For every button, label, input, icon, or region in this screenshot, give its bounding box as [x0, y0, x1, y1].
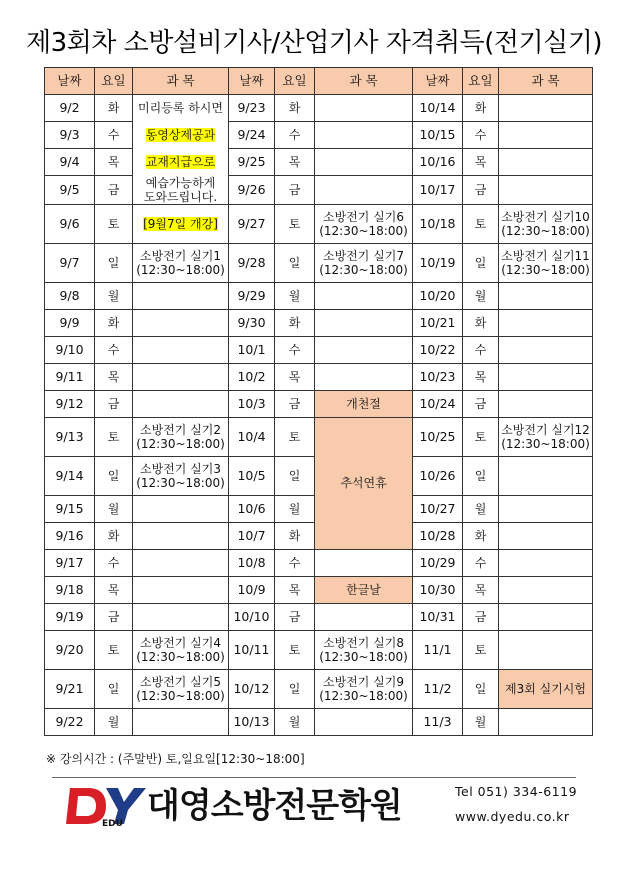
date-cell: 9/4: [45, 149, 95, 176]
weekday-cell: 월: [463, 282, 499, 309]
table-row: [45, 576, 593, 603]
date-cell: 9/18: [45, 576, 95, 603]
subject-cell: [133, 456, 229, 495]
weekday-cell: 수: [95, 336, 133, 363]
course-start-label: [9월7일 개강]: [143, 216, 218, 231]
weekday-cell: 목: [463, 576, 499, 603]
subject-cell: [133, 390, 229, 417]
subject-cell: [499, 390, 593, 417]
holiday-cell: 개천절: [315, 390, 413, 417]
promo-text: 도와드립니다.: [143, 189, 218, 204]
table-row: [45, 149, 593, 176]
weekday-cell: 금: [463, 390, 499, 417]
holiday-label: 추석연휴: [340, 476, 387, 490]
subject-cell: 소방전기 실기6 (12:30~18:00): [315, 204, 413, 243]
subject-cell: [133, 549, 229, 576]
subject-cell: [133, 495, 229, 522]
subject-cell: [499, 122, 593, 149]
weekday-cell: 토: [463, 630, 499, 669]
table-row: [45, 669, 593, 708]
date-cell: 10/21: [413, 309, 463, 336]
subject-cell: [499, 336, 593, 363]
date-cell: 9/13: [45, 417, 95, 456]
weekday-cell: 토: [275, 204, 315, 243]
exam-cell: 제3회 실기시험: [499, 669, 593, 708]
subject-cell: [315, 549, 413, 576]
subject-cell: [499, 708, 593, 735]
website-url: www.dyedu.co.kr: [455, 809, 570, 824]
date-cell: 10/9: [229, 576, 275, 603]
subject-cell: [315, 603, 413, 630]
subject-cell: [499, 522, 593, 549]
date-cell: 10/15: [413, 122, 463, 149]
subject-cell: [315, 176, 413, 205]
date-cell: 9/26: [229, 176, 275, 205]
subject-cell: [499, 603, 593, 630]
subject-cell: [315, 282, 413, 309]
date-cell: 9/14: [45, 456, 95, 495]
subject-cell: [133, 243, 229, 282]
weekday-cell: 일: [95, 456, 133, 495]
lecture-time-note: ※ 강의시간 : (주말반) 토,일요일[12:30~18:00]: [46, 752, 305, 766]
weekday-cell: 금: [463, 603, 499, 630]
date-cell: 10/22: [413, 336, 463, 363]
weekday-cell: 목: [95, 576, 133, 603]
class-session-label: 소방전기 실기2 (12:30~18:00): [136, 422, 225, 451]
date-cell: 10/20: [413, 282, 463, 309]
logo-d-shape: [66, 788, 106, 824]
weekday-cell: 화: [463, 522, 499, 549]
weekday-cell: 화: [463, 95, 499, 122]
date-cell: 10/30: [413, 576, 463, 603]
weekday-cell: 화: [275, 95, 315, 122]
col-header: 과 목: [315, 68, 413, 95]
table-row: [45, 176, 593, 205]
subject-cell: [315, 336, 413, 363]
weekday-cell: 목: [275, 363, 315, 390]
date-cell: 10/26: [413, 456, 463, 495]
weekday-cell: 월: [95, 708, 133, 735]
subject-cell: [133, 309, 229, 336]
date-cell: 10/18: [413, 204, 463, 243]
weekday-cell: 일: [275, 243, 315, 282]
date-cell: 10/24: [413, 390, 463, 417]
date-cell: 9/27: [229, 204, 275, 243]
subject-cell: [133, 708, 229, 735]
weekday-cell: 목: [275, 149, 315, 176]
weekday-cell: 화: [95, 309, 133, 336]
weekday-cell: 목: [463, 149, 499, 176]
date-cell: 10/16: [413, 149, 463, 176]
date-cell: 9/28: [229, 243, 275, 282]
date-cell: 9/7: [45, 243, 95, 282]
weekday-cell: 목: [463, 363, 499, 390]
subject-cell: [499, 495, 593, 522]
schedule-table: [44, 67, 593, 736]
date-cell: 10/29: [413, 549, 463, 576]
subject-cell: [133, 282, 229, 309]
date-cell: 9/2: [45, 95, 95, 122]
date-cell: 10/8: [229, 549, 275, 576]
promo-text: 미리등록 하시면: [138, 101, 223, 116]
academy-name: 대영소방전문학원: [147, 786, 402, 826]
weekday-cell: 월: [275, 495, 315, 522]
subject-cell: 소방전기 실기8 (12:30~18:00): [315, 630, 413, 669]
date-cell: 10/19: [413, 243, 463, 282]
subject-cell: 소방전기 실기7 (12:30~18:00): [315, 243, 413, 282]
subject-cell: 소방전기 실기12 (12:30~18:00): [499, 417, 593, 456]
weekday-cell: 수: [463, 122, 499, 149]
subject-cell: [499, 456, 593, 495]
date-cell: 9/3: [45, 122, 95, 149]
weekday-cell: 금: [95, 390, 133, 417]
class-session-label: 소방전기 실기3 (12:30~18:00): [136, 461, 225, 490]
date-cell: 9/11: [45, 363, 95, 390]
subject-cell: [499, 630, 593, 669]
subject-cell: 소방전기 실기11 (12:30~18:00): [499, 243, 593, 282]
table-row: [45, 603, 593, 630]
subject-cell: [499, 363, 593, 390]
date-cell: 11/3: [413, 708, 463, 735]
weekday-cell: 수: [95, 122, 133, 149]
phone-number: Tel 051) 334-6119: [455, 784, 578, 799]
weekday-cell: 화: [95, 522, 133, 549]
table-row: [45, 417, 593, 456]
date-cell: 9/25: [229, 149, 275, 176]
weekday-cell: 금: [275, 390, 315, 417]
table-row: [45, 390, 593, 417]
weekday-cell: 금: [95, 176, 133, 205]
subject-cell: [133, 204, 229, 243]
date-cell: 9/10: [45, 336, 95, 363]
weekday-cell: 목: [95, 363, 133, 390]
weekday-cell: 수: [463, 336, 499, 363]
col-header: 요일: [95, 68, 133, 95]
promo-text: 교재지급으로: [145, 155, 216, 169]
subject-cell: [315, 363, 413, 390]
date-cell: 10/1: [229, 336, 275, 363]
weekday-cell: 월: [463, 708, 499, 735]
col-header: 요일: [463, 68, 499, 95]
subject-cell: [315, 95, 413, 122]
weekday-cell: 수: [275, 549, 315, 576]
col-header: 과 목: [133, 68, 229, 95]
weekday-cell: 월: [463, 495, 499, 522]
col-header: 요일: [275, 68, 315, 95]
weekday-cell: 금: [95, 603, 133, 630]
subject-cell: [499, 549, 593, 576]
weekday-cell: 화: [463, 309, 499, 336]
date-cell: 9/24: [229, 122, 275, 149]
col-header: 날짜: [45, 68, 95, 95]
date-cell: 10/11: [229, 630, 275, 669]
subject-cell: [315, 149, 413, 176]
table-row: [45, 282, 593, 309]
weekday-cell: 일: [275, 669, 315, 708]
weekday-cell: 수: [275, 122, 315, 149]
weekday-cell: 월: [95, 282, 133, 309]
subject-cell: [315, 309, 413, 336]
table-row: [45, 630, 593, 669]
weekday-cell: 금: [275, 176, 315, 205]
subject-cell: [499, 149, 593, 176]
date-cell: 10/13: [229, 708, 275, 735]
date-cell: 10/10: [229, 603, 275, 630]
subject-cell: [499, 176, 593, 205]
logo-edu-label: EDU: [102, 819, 123, 829]
date-cell: 9/17: [45, 549, 95, 576]
subject-cell: [133, 95, 229, 122]
table-row: [45, 309, 593, 336]
subject-cell: [499, 309, 593, 336]
weekday-cell: 토: [463, 417, 499, 456]
weekday-cell: 토: [275, 417, 315, 456]
subject-cell: [133, 363, 229, 390]
subject-cell: [133, 149, 229, 176]
date-cell: 9/16: [45, 522, 95, 549]
subject-cell: 소방전기 실기9 (12:30~18:00): [315, 669, 413, 708]
date-cell: 9/6: [45, 204, 95, 243]
col-header: 날짜: [413, 68, 463, 95]
date-cell: 10/31: [413, 603, 463, 630]
table-row: [45, 122, 593, 149]
subject-cell: 소방전기 실기10 (12:30~18:00): [499, 204, 593, 243]
weekday-cell: 화: [275, 522, 315, 549]
date-cell: 10/17: [413, 176, 463, 205]
page-title: 제3회차 소방설비기사/산업기사 자격취득(전기실기): [25, 28, 603, 58]
table-row: [45, 204, 593, 243]
date-cell: 9/12: [45, 390, 95, 417]
class-session-label: 소방전기 실기1 (12:30~18:00): [136, 248, 225, 277]
weekday-cell: 금: [275, 603, 315, 630]
date-cell: 10/12: [229, 669, 275, 708]
weekday-cell: 수: [275, 336, 315, 363]
date-cell: 10/25: [413, 417, 463, 456]
weekday-cell: 월: [275, 282, 315, 309]
date-cell: 10/14: [413, 95, 463, 122]
weekday-cell: 화: [275, 309, 315, 336]
date-cell: 9/19: [45, 603, 95, 630]
col-header: 날짜: [229, 68, 275, 95]
subject-cell: [133, 576, 229, 603]
weekday-cell: 금: [463, 176, 499, 205]
weekday-cell: 토: [463, 204, 499, 243]
subject-cell: [133, 603, 229, 630]
date-cell: 9/22: [45, 708, 95, 735]
weekday-cell: 목: [275, 576, 315, 603]
date-cell: 9/30: [229, 309, 275, 336]
weekday-cell: 수: [463, 549, 499, 576]
subject-cell: [133, 417, 229, 456]
table-row: [45, 336, 593, 363]
weekday-cell: 토: [95, 417, 133, 456]
holiday-cell: [315, 417, 413, 549]
weekday-cell: 일: [463, 456, 499, 495]
subject-cell: [133, 122, 229, 149]
weekday-cell: 일: [275, 456, 315, 495]
subject-cell: [133, 522, 229, 549]
date-cell: 9/23: [229, 95, 275, 122]
date-cell: 9/21: [45, 669, 95, 708]
date-cell: 10/27: [413, 495, 463, 522]
table-row: [45, 549, 593, 576]
promo-text: 예습가능하게: [145, 175, 216, 190]
weekday-cell: 목: [95, 149, 133, 176]
date-cell: 10/5: [229, 456, 275, 495]
weekday-cell: 월: [275, 708, 315, 735]
weekday-cell: 일: [95, 243, 133, 282]
date-cell: 11/2: [413, 669, 463, 708]
subject-cell: [133, 336, 229, 363]
weekday-cell: 일: [463, 669, 499, 708]
date-cell: 10/28: [413, 522, 463, 549]
col-header: 과 목: [499, 68, 593, 95]
weekday-cell: 수: [95, 549, 133, 576]
date-cell: 9/29: [229, 282, 275, 309]
subject-cell: [315, 122, 413, 149]
date-cell: 10/6: [229, 495, 275, 522]
subject-cell: [133, 669, 229, 708]
weekday-cell: 화: [95, 95, 133, 122]
date-cell: 10/2: [229, 363, 275, 390]
table-row: [45, 708, 593, 735]
subject-cell: [315, 708, 413, 735]
weekday-cell: 일: [95, 669, 133, 708]
class-session-label: 소방전기 실기4 (12:30~18:00): [136, 635, 225, 664]
subject-cell: [133, 630, 229, 669]
table-header-row: [45, 68, 593, 95]
subject-cell: [499, 95, 593, 122]
date-cell: 9/15: [45, 495, 95, 522]
table-row: [45, 243, 593, 282]
date-cell: 11/1: [413, 630, 463, 669]
table-row: [45, 363, 593, 390]
date-cell: 9/8: [45, 282, 95, 309]
subject-cell: [133, 176, 229, 205]
date-cell: 10/4: [229, 417, 275, 456]
weekday-cell: 토: [95, 630, 133, 669]
date-cell: 9/20: [45, 630, 95, 669]
date-cell: 10/23: [413, 363, 463, 390]
weekday-cell: 일: [463, 243, 499, 282]
date-cell: 10/7: [229, 522, 275, 549]
subject-cell: [499, 576, 593, 603]
weekday-cell: 토: [275, 630, 315, 669]
promo-text: 동영상제공과: [145, 128, 216, 142]
weekday-cell: 월: [95, 495, 133, 522]
holiday-cell: 한글날: [315, 576, 413, 603]
date-cell: 9/9: [45, 309, 95, 336]
weekday-cell: 토: [95, 204, 133, 243]
table-row: [45, 95, 593, 122]
subject-cell: [499, 282, 593, 309]
date-cell: 9/5: [45, 176, 95, 205]
class-session-label: 소방전기 실기5 (12:30~18:00): [136, 674, 225, 703]
date-cell: 10/3: [229, 390, 275, 417]
